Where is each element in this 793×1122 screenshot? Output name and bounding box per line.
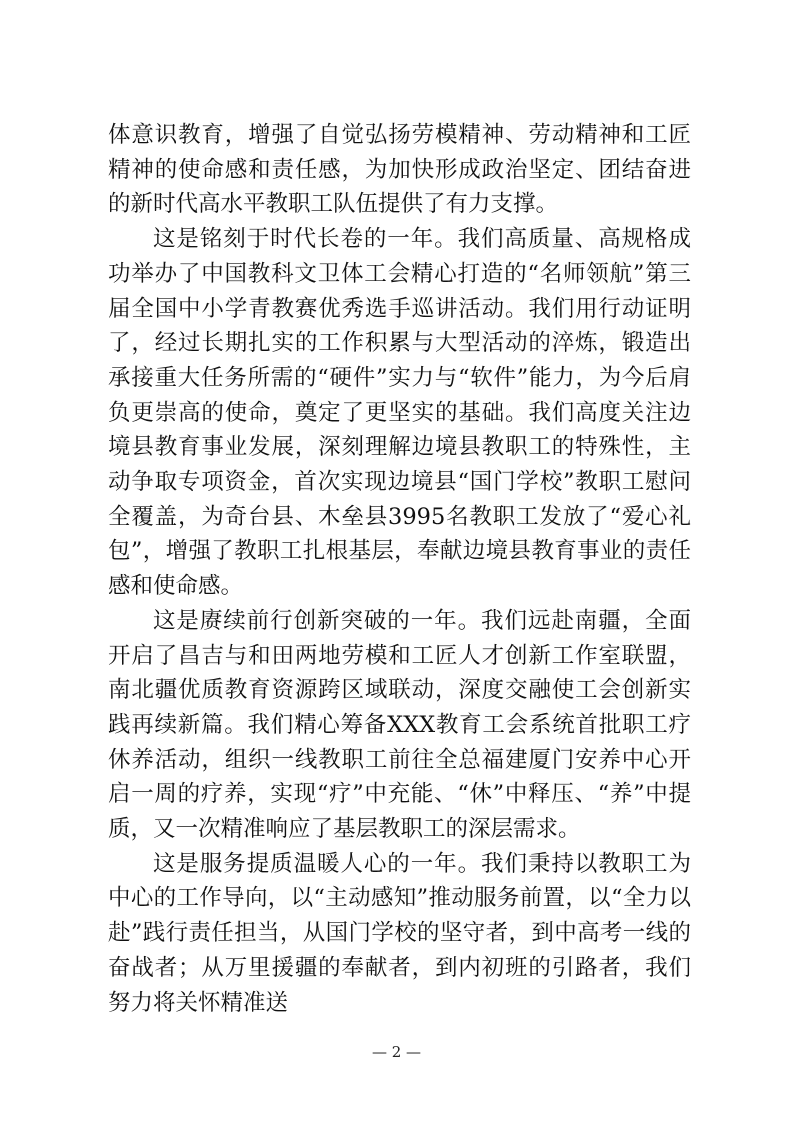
paragraph-service-year: 这是服务提质温暖人心的一年。我们秉持以教职工为中心的工作导向，以“主动感知”推动服务前置，以“全力以赴”践行责任担当，从国门学校的坚守者，到中高考一线的奋战者；从万里援疆的奉献者，到内初班的引路者，我们努力将关怀精准送 xyxy=(108,850,691,1016)
page-number: — 2 — xyxy=(371,1043,422,1061)
paragraph-innovation-year: 这是赓续前行创新突破的一年。我们远赴南疆，全面开启了昌吉与和田两地劳模和工匠人才创新工作室联盟，南北疆优质教育资源跨区域联动，深度交融使工会创新实践再续新篇。我们精心筹备XXX教育工会系统首批职工疗休养活动，组织一线教职工前往全总福建厦门安养中心开启一周的疗养，实现“疗”中充能、“休”中释压、“养”中提质，又一次精准响应了基层教职工的深层需求。 xyxy=(108,607,691,843)
paragraph-continuation: 体意识教育，增强了自觉弘扬劳模精神、劳动精神和工匠精神的使命感和责任感，为加快形成政治坚定、团结奋进的新时代高水平教职工队伍提供了有力支撑。 xyxy=(108,122,691,218)
paragraph-milestone-year: 这是铭刻于时代长卷的一年。我们高质量、高规格成功举办了中国教科文卫体工会精心打造的“名师领航”第三届全国中小学青教赛优秀选手巡讲活动。我们用行动证明了，经过长期扎实的工作积累与大型活动的淬炼，锻造出承接重大任务所需的“硬件”实力与“软件”能力，为今后肩负更崇高的使命，奠定了更坚实的基础。我们高度关注边境县教育事业发展，深刻理解边境县教职工的特殊性，主动争取专项资金，首次实现边境县“国门学校”教职工慰问全覆盖，为奇台县、木垒县3995名教职工发放了“爱心礼包”，增强了教职工扎根基层，奉献边境县教育事业的责任感和使命感。 xyxy=(108,226,691,600)
document-body xyxy=(108,118,691,1020)
